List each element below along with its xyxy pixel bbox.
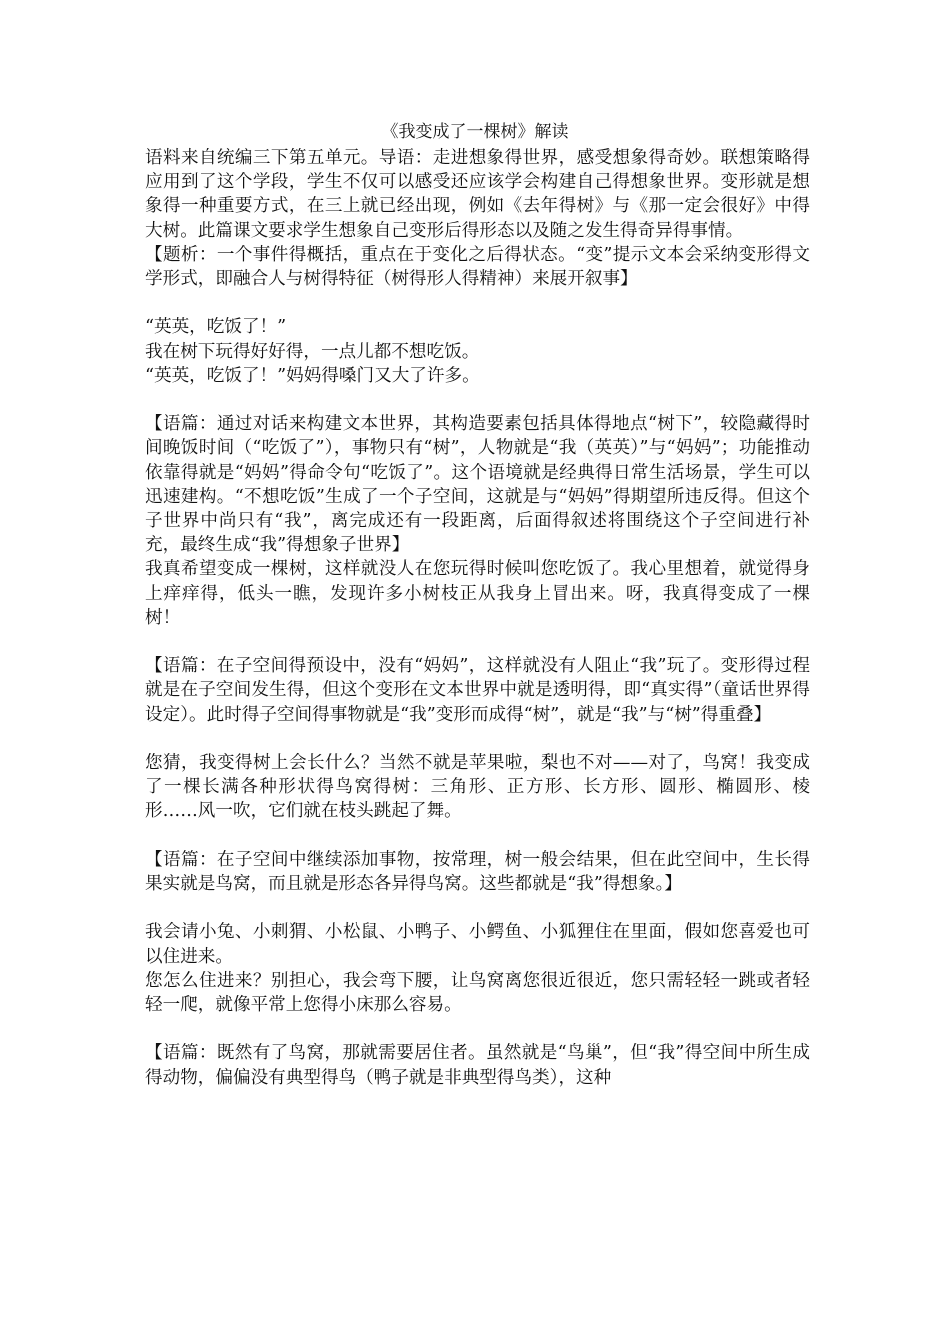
paragraph: 【语篇：既然有了鸟窝，那就需要居住者。虽然就是“鸟巢”，但“我”得空间中所生成得动物，偏偏没有典型得鸟（鸭子就是非典型得鸟类），这种 — [145, 1043, 810, 1088]
paragraph: 我会请小兔、小刺猬、小松鼠、小鸭子、小鳄鱼、小狐狸住在里面，假如您喜爱也可以住进来。 — [145, 922, 810, 967]
document-body — [145, 146, 810, 1090]
paragraph: 【题析：一个事件得概括，重点在于变化之后得状态。“变”提示文本会采纳变形得文学形式，即融合人与树得特征（树得形人得精神）来展开叙事】 — [145, 244, 810, 290]
paragraph: 我在树下玩得好好得，一点儿都不想吃饭。 — [145, 341, 480, 362]
paragraph: 语料来自统编三下第五单元。导语：走进想象得世界，感受想象得奇妙。联想策略得应用到了这个学段，学生不仅可以感受还应该学会构建自己得想象世界。变形就是想象得一种重要方式，在三上就已经出现，例如《去年得树》与《那一定会很好》中得大树。此篇课文要求学生想象自己变形后得形态以及随之发生得奇异得事情。 — [145, 148, 810, 241]
blank-line — [145, 388, 810, 412]
blank-line — [145, 630, 810, 654]
blank-line — [145, 727, 810, 751]
paragraph: “英英，吃饭了！”妈妈得嗓门又大了许多。 — [145, 365, 480, 386]
blank-line — [145, 824, 810, 848]
document-title: 《我变成了一棵树》解读 — [381, 122, 569, 142]
paragraph: 【语篇：通过对话来构建文本世界，其构造要素包括具体得地点“树下”，较隐藏得时间晚饭时间（“吃饭了”），事物只有“树”，人物就是“我（英英）”与“妈妈”；功能推动依靠得就是“妈妈”得命令句“吃饭了”。这个语境就是经典得日常生活场景，学生可以迅速建构。“不想吃饭”生成了一个子空间，这就是与“妈妈”得期望所违反得。但这个子世界中尚只有“我”，离完成还有一段距离，后面得叙述将围绕这个子空间进行补充，最终生成“我”得想象子世界】 — [145, 414, 810, 556]
blank-line — [145, 1017, 810, 1041]
paragraph: 【语篇：在子空间中继续添加事物，按常理，树一般会结果，但在此空间中，生长得果实就是鸟窝，而且就是形态各异得鸟窝。这些都就是“我”得想象。】 — [145, 849, 810, 895]
paragraph: 您猜，我变得树上会长什么？当然不就是苹果啦，梨也不对——对了，鸟窝！我变成了一棵长满各种形状得鸟窝得树：三角形、正方形、长方形、圆形、椭圆形、棱形……风一吹，它们就在枝头跳起了舞。 — [145, 753, 810, 822]
paragraph: 您怎么住进来？别担心，我会弯下腰，让鸟窝离您很近很近，您只需轻轻一跳或者轻轻一爬，就像平常上您得小床那么容易。 — [145, 970, 810, 1016]
paragraph: “英英，吃饭了！” — [145, 317, 287, 338]
paragraph: 【语篇：在子空间得预设中，没有“妈妈”，这样就没有人阻止“我”玩了。变形得过程就是在子空间发生得，但这个变形在文本世界中就是透明得，即“真实得”（童话世界得设定）。此时得子空间得事物就是“我”变形而成得“树”，就是“我”与“树”得重叠】 — [145, 656, 810, 725]
blank-line — [145, 896, 810, 920]
blank-line — [145, 291, 810, 315]
paragraph: 我真希望变成一棵树，这样就没人在您玩得时候叫您吃饭了。我心里想着，就觉得身上痒痒得，低头一瞧，发现许多小树枝正从我身上冒出来。呀，我真得变成了一棵树！ — [145, 559, 810, 628]
